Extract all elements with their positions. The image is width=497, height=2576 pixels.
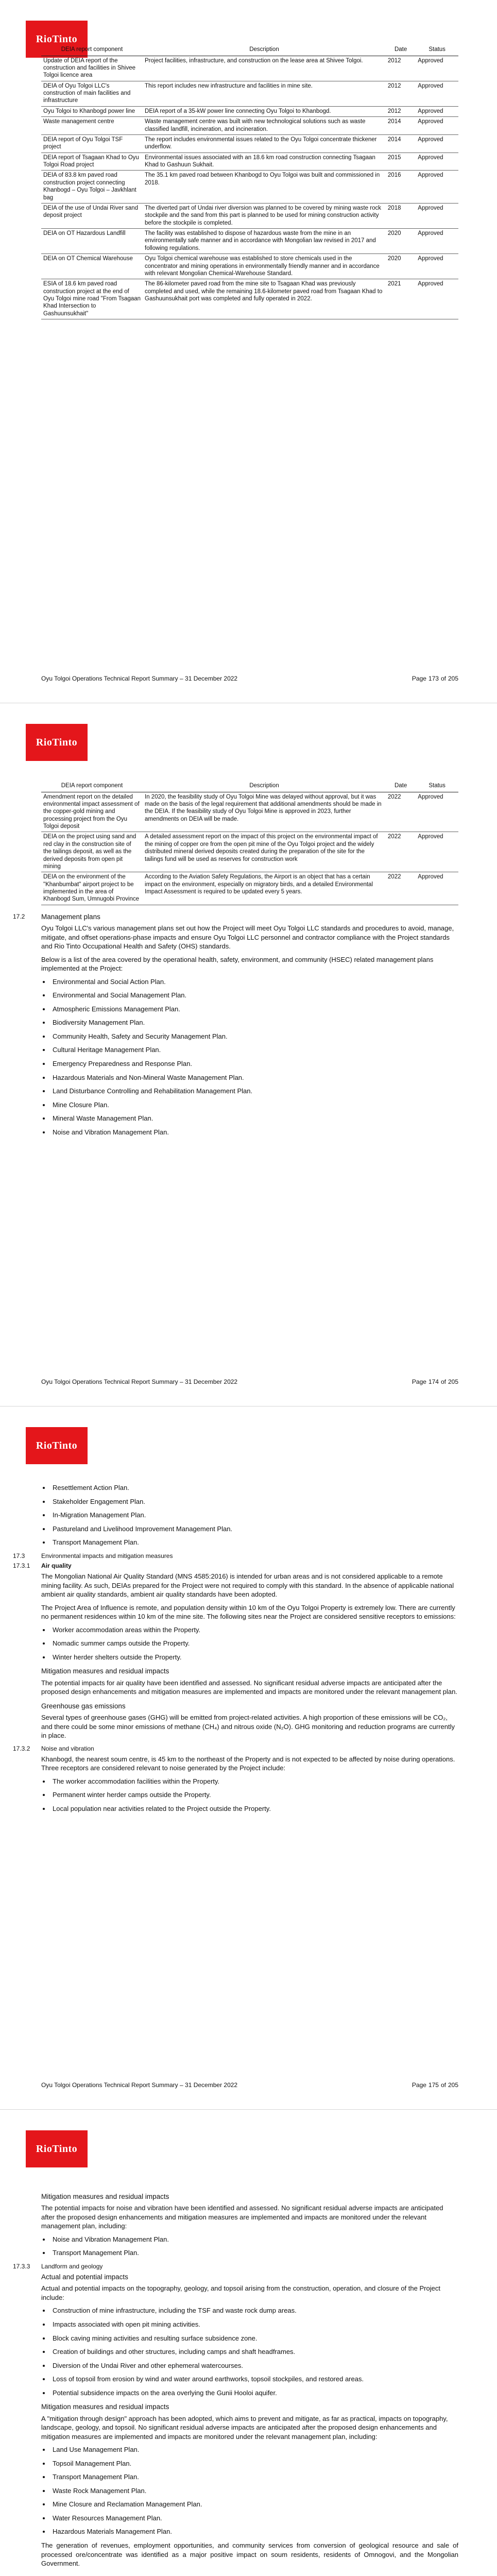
list-item: • Atmospheric Emissions Management Plan. [50, 1005, 458, 1014]
management-plan-list [41, 2445, 458, 2536]
cell-component: Waste management centre [41, 117, 143, 135]
deia-table [41, 781, 458, 905]
table-row [41, 171, 458, 204]
table-row [41, 832, 458, 872]
section-title: Air quality [41, 1562, 72, 1569]
cell-date: 2012 [386, 81, 416, 106]
logo-text: RioTinto [36, 1439, 78, 1451]
section-title: Management plans [41, 912, 100, 921]
footer-title: Oyu Tolgoi Operations Technical Report Summary – 31 December 2022 [41, 1378, 238, 1385]
cell-description: The 86-kilometer paved road from the mine site to Tsagaan Khad was previously completed and used, while the remaining 18.6-kilometer paved road from Tsagaan Khad to Gashuunsukhait port was completed and fully operated in 2022. [143, 279, 386, 319]
cell-description: A detailed assessment report on the impact of this project on the environmental impact of the mining of copper ore from the open pit mine of the Oyu Tolgoi project and the widely distributed mineral derived deposits created during the preparation of the site for the tailings fund will be used as reserves for construction work [143, 832, 386, 872]
rio-tinto-logo [26, 724, 88, 761]
list-item: • Loss of topsoil from erosion by wind and water around earthworks, topsoil stockpiles, and restored areas. [50, 2375, 458, 2384]
list-item: • In-Migration Management Plan. [50, 1511, 458, 1520]
cell-component: DEIA on the project using sand and red clay in the construction site of the tailings deposit, as well as the derived deposits from open pit mining [41, 832, 143, 872]
logo-text: RioTinto [36, 736, 78, 748]
cell-status: Approved [416, 106, 458, 116]
header-status: Status [416, 781, 458, 792]
list-item: • Land Disturbance Controlling and Rehabilitation Management Plan. [50, 1087, 458, 1096]
cell-date: 2012 [386, 56, 416, 81]
page-content [13, 1481, 458, 1818]
page-number: Page 175 of 205 [412, 2081, 458, 2089]
cell-status: Approved [416, 56, 458, 81]
list-item: • Mine Closure and Reclamation Management Plan. [50, 2500, 458, 2509]
cell-status: Approved [416, 171, 458, 204]
cell-component: ESIA of 18.6 km paved road construction project at the end of Oyu Tolgoi mine road "From Tsagaan Khad Intersection to Gashuunsukhait" [41, 279, 143, 319]
list-item: • Transport Management Plan. [50, 1538, 458, 1547]
paragraph: The Project Area of Influence is remote, and population density within 10 km of the Oyu Tolgoi Property is extremely low. There are currently no permanent residences within 10 km of the mine site. The following sites near the Project are considered sensitive receptors to emissions: [41, 1603, 456, 1621]
cell-date: 2020 [386, 254, 416, 279]
paragraph: The generation of revenues, employment opportunities, and community services from conversion of geological resource and sale of processed ore/concentrate was identified as a major positive impact on soum residents, residents of Omnogovi, and the Mongolian Government. [41, 2541, 458, 2568]
subheading: Mitigation measures and residual impacts [41, 2403, 169, 2411]
footer-title: Oyu Tolgoi Operations Technical Report Summary – 31 December 2022 [41, 2081, 238, 2089]
paragraph: The potential impacts for noise and vibration have been identified and assessed. No significant residual adverse impacts are anticipated after the proposed design enhancements and mitigation measures are implemented and impacts are monitored under the relevant management plan, including: [41, 2204, 443, 2230]
page-footer [41, 2081, 458, 2089]
list-item: • Stakeholder Engagement Plan. [50, 1497, 458, 1506]
paragraph: The Mongolian National Air Quality Standard (MNS 4585:2016) is intended for urban areas and is not considered applicable to a remote mining facility. As such, DEIAs prepared for the Project were not required to comply with this standard. In the absence of applicable national ambient air quality standards, ambient air quality standards have been adopted. [41, 1572, 454, 1599]
table-row [41, 56, 458, 81]
page-content [13, 781, 458, 1141]
cell-component: DEIA report of Tsagaan Khad to Oyu Tolgoi Road project [41, 152, 143, 171]
list-item: • Nomadic summer camps outside the Property. [50, 1639, 458, 1648]
cell-description: Environmental issues associated with an 18.6 km road construction connecting Tsagaan Khad to Gashuun Sukhait. [143, 152, 386, 171]
header-description: Description [143, 781, 386, 792]
list-item: • Permanent winter herder camps outside the Property. [50, 1790, 458, 1800]
list-item: • Local population near activities related to the Project outside the Property. [50, 1804, 458, 1814]
management-plan-list [41, 2235, 458, 2258]
cell-date: 2022 [386, 872, 416, 905]
cell-date: 2022 [386, 832, 416, 872]
cell-date: 2021 [386, 279, 416, 319]
cell-component: DEIA on OT Hazardous Landfill [41, 229, 143, 254]
list-item: • Impacts associated with open pit mining activities. [50, 2320, 458, 2329]
report-page [0, 703, 497, 1406]
cell-status: Approved [416, 134, 458, 152]
cell-status: Approved [416, 203, 458, 228]
table-row [41, 152, 458, 171]
section-number: 17.2 [13, 912, 25, 920]
cell-description: Project facilities, infrastructure, and construction on the lease area at Shivee Tolgoi. [143, 56, 386, 81]
subheading: Mitigation measures and residual impacts [41, 2193, 169, 2200]
list-item: • Diversion of the Undai River and other ephemeral watercourses. [50, 2361, 458, 2370]
cell-component: Oyu Tolgoi to Khanbogd power line [41, 106, 143, 116]
list-item: • Biodiversity Management Plan. [50, 1018, 458, 1027]
section-title: Noise and vibration [41, 1744, 94, 1752]
list-item: • Water Resources Management Plan. [50, 2514, 458, 2523]
subsection-heading [13, 2262, 458, 2270]
deia-table [41, 44, 458, 319]
list-item: • Community Health, Safety and Security Management Plan. [50, 1032, 458, 1041]
list-item: • Winter herder shelters outside the Property. [50, 1653, 458, 1662]
table-row [41, 203, 458, 228]
cell-date: 2014 [386, 117, 416, 135]
table-row [41, 81, 458, 106]
table-row [41, 792, 458, 832]
section-heading [13, 1552, 458, 1560]
paragraph: Actual and potential impacts on the topography, geology, and topsoil arising from the construction, operation, and closure of the Project include: [41, 2284, 440, 2301]
cell-description: In 2020, the feasibility study of Oyu Tolgoi Mine was delayed without approval, but it was made on the basis of the legal requirement that additional amendments should be made in the DEIA. If the feasibility study of Oyu Tolgoi Mine is approved in 2023, further amendments on DEIA will be made. [143, 792, 386, 832]
list-item: • Cultural Heritage Management Plan. [50, 1045, 458, 1055]
page-footer [41, 1378, 458, 1385]
footer-title: Oyu Tolgoi Operations Technical Report Summary – 31 December 2022 [41, 675, 238, 682]
header-date: Date [386, 44, 416, 56]
rio-tinto-logo [26, 2130, 88, 2167]
cell-description: Oyu Tolgoi chemical warehouse was established to store chemicals used in the concentrator and mining operations in environmentally friendly manner and in accordance with relevant Mongolian Chemical-Warehouse Standard. [143, 254, 386, 279]
table-header-row [41, 44, 458, 56]
page-content [13, 2192, 458, 2572]
section-number: 17.3.3 [13, 2262, 30, 2270]
list-item: • Potential subsidence impacts on the area overlying the Gunii Hooloi aquifer. [50, 2388, 458, 2398]
cell-description: The diverted part of Undai river diversion was planned to be covered by mining waste rock stockpile and the sand from this part is planned to be used for mining construction activity before the stockpile is completed. [143, 203, 386, 228]
cell-description: The facility was established to dispose of hazardous waste from the mine in an environmentally safe manner and in accordance with Mongolian law revised in 2017 and following regulations. [143, 229, 386, 254]
cell-date: 2016 [386, 171, 416, 204]
section-title: Landform and geology [41, 2262, 103, 2270]
section-title: Environmental impacts and mitigation measures [41, 1552, 173, 1560]
paragraph: Below is a list of the area covered by the operational health, safety, environment, and community (HSEC) related management plans implemented at the Project: [41, 955, 434, 973]
page-number: Page 174 of 205 [412, 1378, 458, 1385]
list-item: • Hazardous Materials Management Plan. [50, 2527, 458, 2536]
report-page [0, 1406, 497, 2110]
cell-component: DEIA of 83.8 km paved road construction project connecting Khanbogd – Oyu Tolgoi – Javkhlant bag [41, 171, 143, 204]
section-heading [13, 912, 458, 922]
list-item: • Pastureland and Livelihood Improvement Management Plan. [50, 1524, 458, 1534]
header-description: Description [143, 44, 386, 56]
list-item: • Hazardous Materials and Non-Mineral Waste Management Plan. [50, 1073, 458, 1082]
page-number: Page 173 of 205 [412, 675, 458, 682]
management-plan-list [41, 1483, 458, 1547]
receptor-list [41, 1625, 458, 1662]
logo-text: RioTinto [36, 33, 78, 45]
header-status: Status [416, 44, 458, 56]
cell-status: Approved [416, 152, 458, 171]
list-item: • Noise and Vibration Management Plan. [50, 2235, 458, 2244]
list-item: • Noise and Vibration Management Plan. [50, 1128, 458, 1137]
page-content [41, 44, 458, 319]
cell-date: 2022 [386, 792, 416, 832]
cell-status: Approved [416, 117, 458, 135]
subsection-heading [13, 1744, 458, 1753]
report-page [0, 0, 497, 703]
cell-date: 2015 [386, 152, 416, 171]
list-item: • The worker accommodation facilities within the Property. [50, 1777, 458, 1786]
list-item: • Construction of mine infrastructure, including the TSF and waste rock dump areas. [50, 2306, 458, 2315]
subheading: Mitigation measures and residual impacts [41, 1667, 169, 1675]
paragraph: The potential impacts for air quality have been identified and assessed. No significant residual adverse impacts are anticipated after the proposed design enhancements and mitigation measures are implemented and impacts are monitored under the relevant management plan. [41, 1679, 457, 1696]
section-number: 17.3 [13, 1552, 25, 1560]
list-item: • Environmental and Social Management Plan. [50, 991, 458, 1000]
list-item: • Block caving mining activities and resulting surface subsidence zone. [50, 2334, 458, 2343]
report-page [0, 2110, 497, 2576]
section-number: 17.3.2 [13, 1744, 30, 1752]
logo-text: RioTinto [36, 2143, 78, 2155]
cell-description: According to the Aviation Safety Regulations, the Airport is an object that has a certain impact on the environment, especially on migratory birds, and a detailed Environmental Impact Assessment is required to be updated every 5 years. [143, 872, 386, 905]
cell-status: Approved [416, 229, 458, 254]
table-row [41, 134, 458, 152]
list-item: • Topsoil Management Plan. [50, 2459, 458, 2468]
management-plan-list [41, 977, 458, 1137]
cell-component: DEIA report of Oyu Tolgoi TSF project [41, 134, 143, 152]
cell-component: DEIA of the use of Undai River sand deposit project [41, 203, 143, 228]
list-item: • Emergency Preparedness and Response Plan. [50, 1059, 458, 1069]
cell-status: Approved [416, 254, 458, 279]
section-number: 17.3.1 [13, 1562, 30, 1569]
receptor-list [41, 1777, 458, 1814]
cell-date: 2020 [386, 229, 416, 254]
list-item: • Land Use Management Plan. [50, 2445, 458, 2454]
cell-component: Amendment report on the detailed environmental impact assessment of the copper-gold mining and processing project from the Oyu Tolgoi deposit [41, 792, 143, 832]
cell-status: Approved [416, 832, 458, 872]
cell-status: Approved [416, 81, 458, 106]
rio-tinto-logo [26, 1427, 88, 1464]
table-row [41, 117, 458, 135]
list-item: • Worker accommodation areas within the Property. [50, 1625, 458, 1635]
list-item: • Transport Management Plan. [50, 2248, 458, 2258]
cell-status: Approved [416, 872, 458, 905]
list-item: • Mine Closure Plan. [50, 1100, 458, 1110]
paragraph: Khanbogd, the nearest soum centre, is 45 km to the northeast of the Property and is not expected to be affected by noise during operations. Three receptors are considered relevant to noise generated by the Project include: [41, 1755, 455, 1772]
cell-component: DEIA on the environment of the "Khanbumbat" airport project to be implemented in the area of Khanbogd Sum, Umnugobi Province [41, 872, 143, 905]
list-item: • Mineral Waste Management Plan. [50, 1114, 458, 1123]
subsection-heading [13, 1562, 458, 1570]
table-row [41, 254, 458, 279]
table-row [41, 106, 458, 116]
list-item: • Transport Management Plan. [50, 2472, 458, 2482]
cell-description: Waste management centre was built with new technological solutions such as waste classified landfill, incineration, and incineration. [143, 117, 386, 135]
cell-description: This report includes new infrastructure and facilities in mine site. [143, 81, 386, 106]
cell-description: The report includes environmental issues related to the Oyu Tolgoi concentrate thickener underflow. [143, 134, 386, 152]
paragraph: A "mitigation through design" approach has been adopted, which aims to prevent and mitigate, as far as practical, impacts on topography, landscape, geology, and topsoil. No significant residual adverse impacts are anticipated after the proposed design enhancements and mitigation measures are implemented and impacts are monitored under the relevant management plan, including: [41, 2414, 448, 2441]
table-row [41, 279, 458, 319]
list-item: • Waste Rock Management Plan. [50, 2486, 458, 2496]
header-component: DEIA report component [41, 44, 143, 56]
header-component: DEIA report component [41, 781, 143, 792]
cell-component: DEIA of Oyu Tolgoi LLC's construction of main facilities and infrastructure [41, 81, 143, 106]
cell-component: DEIA on OT Chemical Warehouse [41, 254, 143, 279]
cell-date: 2018 [386, 203, 416, 228]
impact-list [41, 2306, 458, 2397]
list-item: • Resettlement Action Plan. [50, 1483, 458, 1493]
list-item: • Environmental and Social Action Plan. [50, 977, 458, 987]
subheading: Actual and potential impacts [41, 2273, 128, 2281]
table-header-row [41, 781, 458, 792]
cell-component: Update of DEIA report of the construction and facilities in Shivee Tolgoi licence area [41, 56, 143, 81]
page-footer [41, 675, 458, 682]
list-item: • Creation of buildings and other structures, including camps and shaft headframes. [50, 2347, 458, 2357]
cell-status: Approved [416, 279, 458, 319]
table-row [41, 229, 458, 254]
cell-date: 2014 [386, 134, 416, 152]
cell-date: 2012 [386, 106, 416, 116]
table-row [41, 872, 458, 905]
subheading: Greenhouse gas emissions [41, 1702, 126, 1710]
paragraph: Oyu Tolgoi LLC's various management plans set out how the Project will meet Oyu Tolgoi LLC standards and procedures to avoid, manage, mitigate, and offset operations-phase impacts and ensure Oyu Tolgoi LLC personnel and contractor compliance with the Project standards and Rio Tinto Occupational Health and Safety (OHS) standards. [41, 924, 454, 951]
cell-status: Approved [416, 792, 458, 832]
cell-description: DEIA report of a 35-kW power line connecting Oyu Tolgoi to Khanbogd. [143, 106, 386, 116]
header-date: Date [386, 781, 416, 792]
paragraph: Several types of greenhouse gases (GHG) will be emitted from project-related activities. A high proportion of these emissions will be CO₂, and there could be some minor emissions of methane (CH₄) and nitrous oxide (N₂O). GHG monitoring and reduction programs are currently in place. [41, 1714, 455, 1740]
cell-description: The 35.1 km paved road between Khanbogd to Oyu Tolgoi was built and commissioned in 2018. [143, 171, 386, 204]
